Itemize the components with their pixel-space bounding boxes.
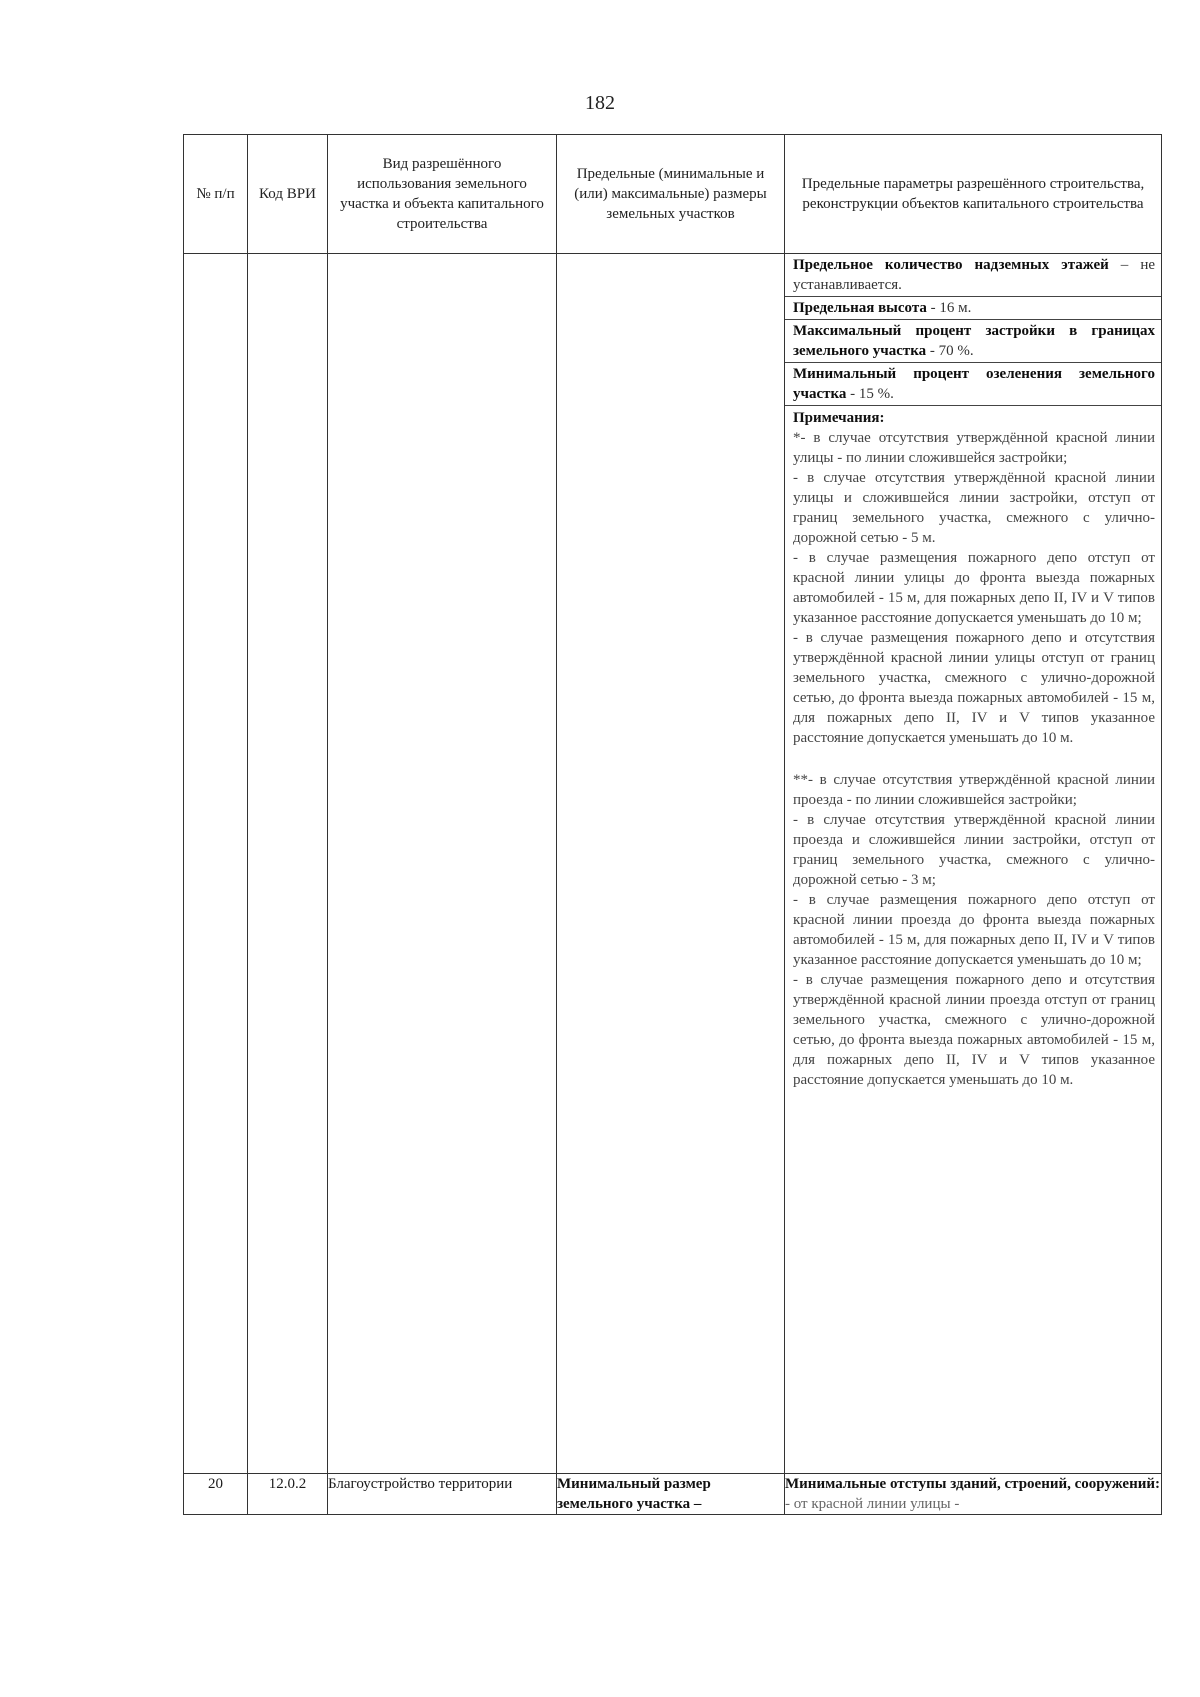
row-params-text: - от красной линии улицы -: [785, 1496, 960, 1512]
cell-use-type-empty: [328, 254, 557, 1474]
header-use-type: Вид разрешённого использования земельного участка и объекта капитального строительства: [328, 135, 557, 254]
note-item: - в случае размещения пожарного депо отступ от красной линии улицы до фронта выезда пожарных автомобилей - 15 м, для пожарных депо II, IV и V типов указанное расстояние допускается уменьшать до 10 м;: [793, 550, 1155, 626]
note-item: - в случае размещения пожарного депо отступ от красной линии проезда до фронта выезда пожарных автомобилей - 15 м, для пожарных депо II, IV и V типов указанное расстояние допускается уменьшать до 10 м;: [793, 892, 1155, 968]
row-code: 12.0.2: [248, 1474, 328, 1515]
note-item: - в случае отсутствия утверждённой красной линии улицы и сложившейся линии застройки, отступ от границ земельного участка, смежного с улично-дорожной сетью - 5 м.: [793, 470, 1155, 546]
note-item: - в случае отсутствия утверждённой красной линии проезда и сложившейся линии застройки, отступ от границ земельного участка, смежного с улично-дорожной сетью - 3 м;: [793, 812, 1155, 888]
param-max-building-percent: Максимальный процент застройки в границах земельного участка - 70 %.: [785, 320, 1161, 363]
notes-title: Примечания:: [793, 410, 885, 426]
row-construction-params: [785, 1474, 1162, 1515]
cell-number-empty: [184, 254, 248, 1474]
note-item: *- в случае отсутствия утверждённой красной линии улицы - по линии сложившейся застройки;: [793, 430, 1155, 466]
header-number: № п/п: [184, 135, 248, 254]
param-height: Предельная высота - 16 м.: [785, 297, 1161, 320]
note-item: - в случае размещения пожарного депо и отсутствия утверждённой красной линии улицы отступ от границ земельного участка, смежного с улично-дорожной сетью, до фронта выезда пожарных автомобилей - 15 м, для пожарных депо II, IV и V типов указанное расстояние допускается уменьшать до 10 м.: [793, 630, 1155, 746]
row-plot-size: Минимальный размер земельного участка –: [557, 1474, 785, 1515]
cell-plot-size-empty: [557, 254, 785, 1474]
note-item: **- в случае отсутствия утверждённой красной линии проезда - по линии сложившейся застройки;: [793, 772, 1155, 808]
notes-block: [785, 406, 1161, 1092]
header-construction-params: Предельные параметры разрешённого строительства, реконструкции объектов капитального строительства: [785, 135, 1162, 254]
header-plot-size: Предельные (минимальные и (или) максимальные) размеры земельных участков: [557, 135, 785, 254]
page-number: 182: [585, 92, 615, 114]
cell-code-empty: [248, 254, 328, 1474]
table-row-20: [184, 1474, 1162, 1515]
row-use-type: Благоустройство территории: [328, 1474, 557, 1515]
cell-construction-params: [785, 254, 1162, 1474]
table-row: [184, 254, 1162, 1474]
table-header-row: [184, 135, 1162, 254]
row-params-heading: Минимальные отступы зданий, строений, сооружений:: [785, 1476, 1160, 1492]
row-number: 20: [184, 1474, 248, 1515]
header-code: Код ВРИ: [248, 135, 328, 254]
note-item: - в случае размещения пожарного депо и отсутствия утверждённой красной линии проезда отступ от границ земельного участка, смежного с улично-дорожной сетью, до фронта выезда пожарных автомобилей - 15 м, для пожарных депо II, IV и V типов указанное расстояние допускается уменьшать до 10 м.: [793, 972, 1155, 1088]
param-floors: Предельное количество надземных этажей – не устанавливается.: [785, 254, 1161, 297]
regulations-table: [183, 134, 1162, 1515]
param-min-greening-percent: Минимальный процент озеленения земельного участка - 15 %.: [785, 363, 1161, 406]
